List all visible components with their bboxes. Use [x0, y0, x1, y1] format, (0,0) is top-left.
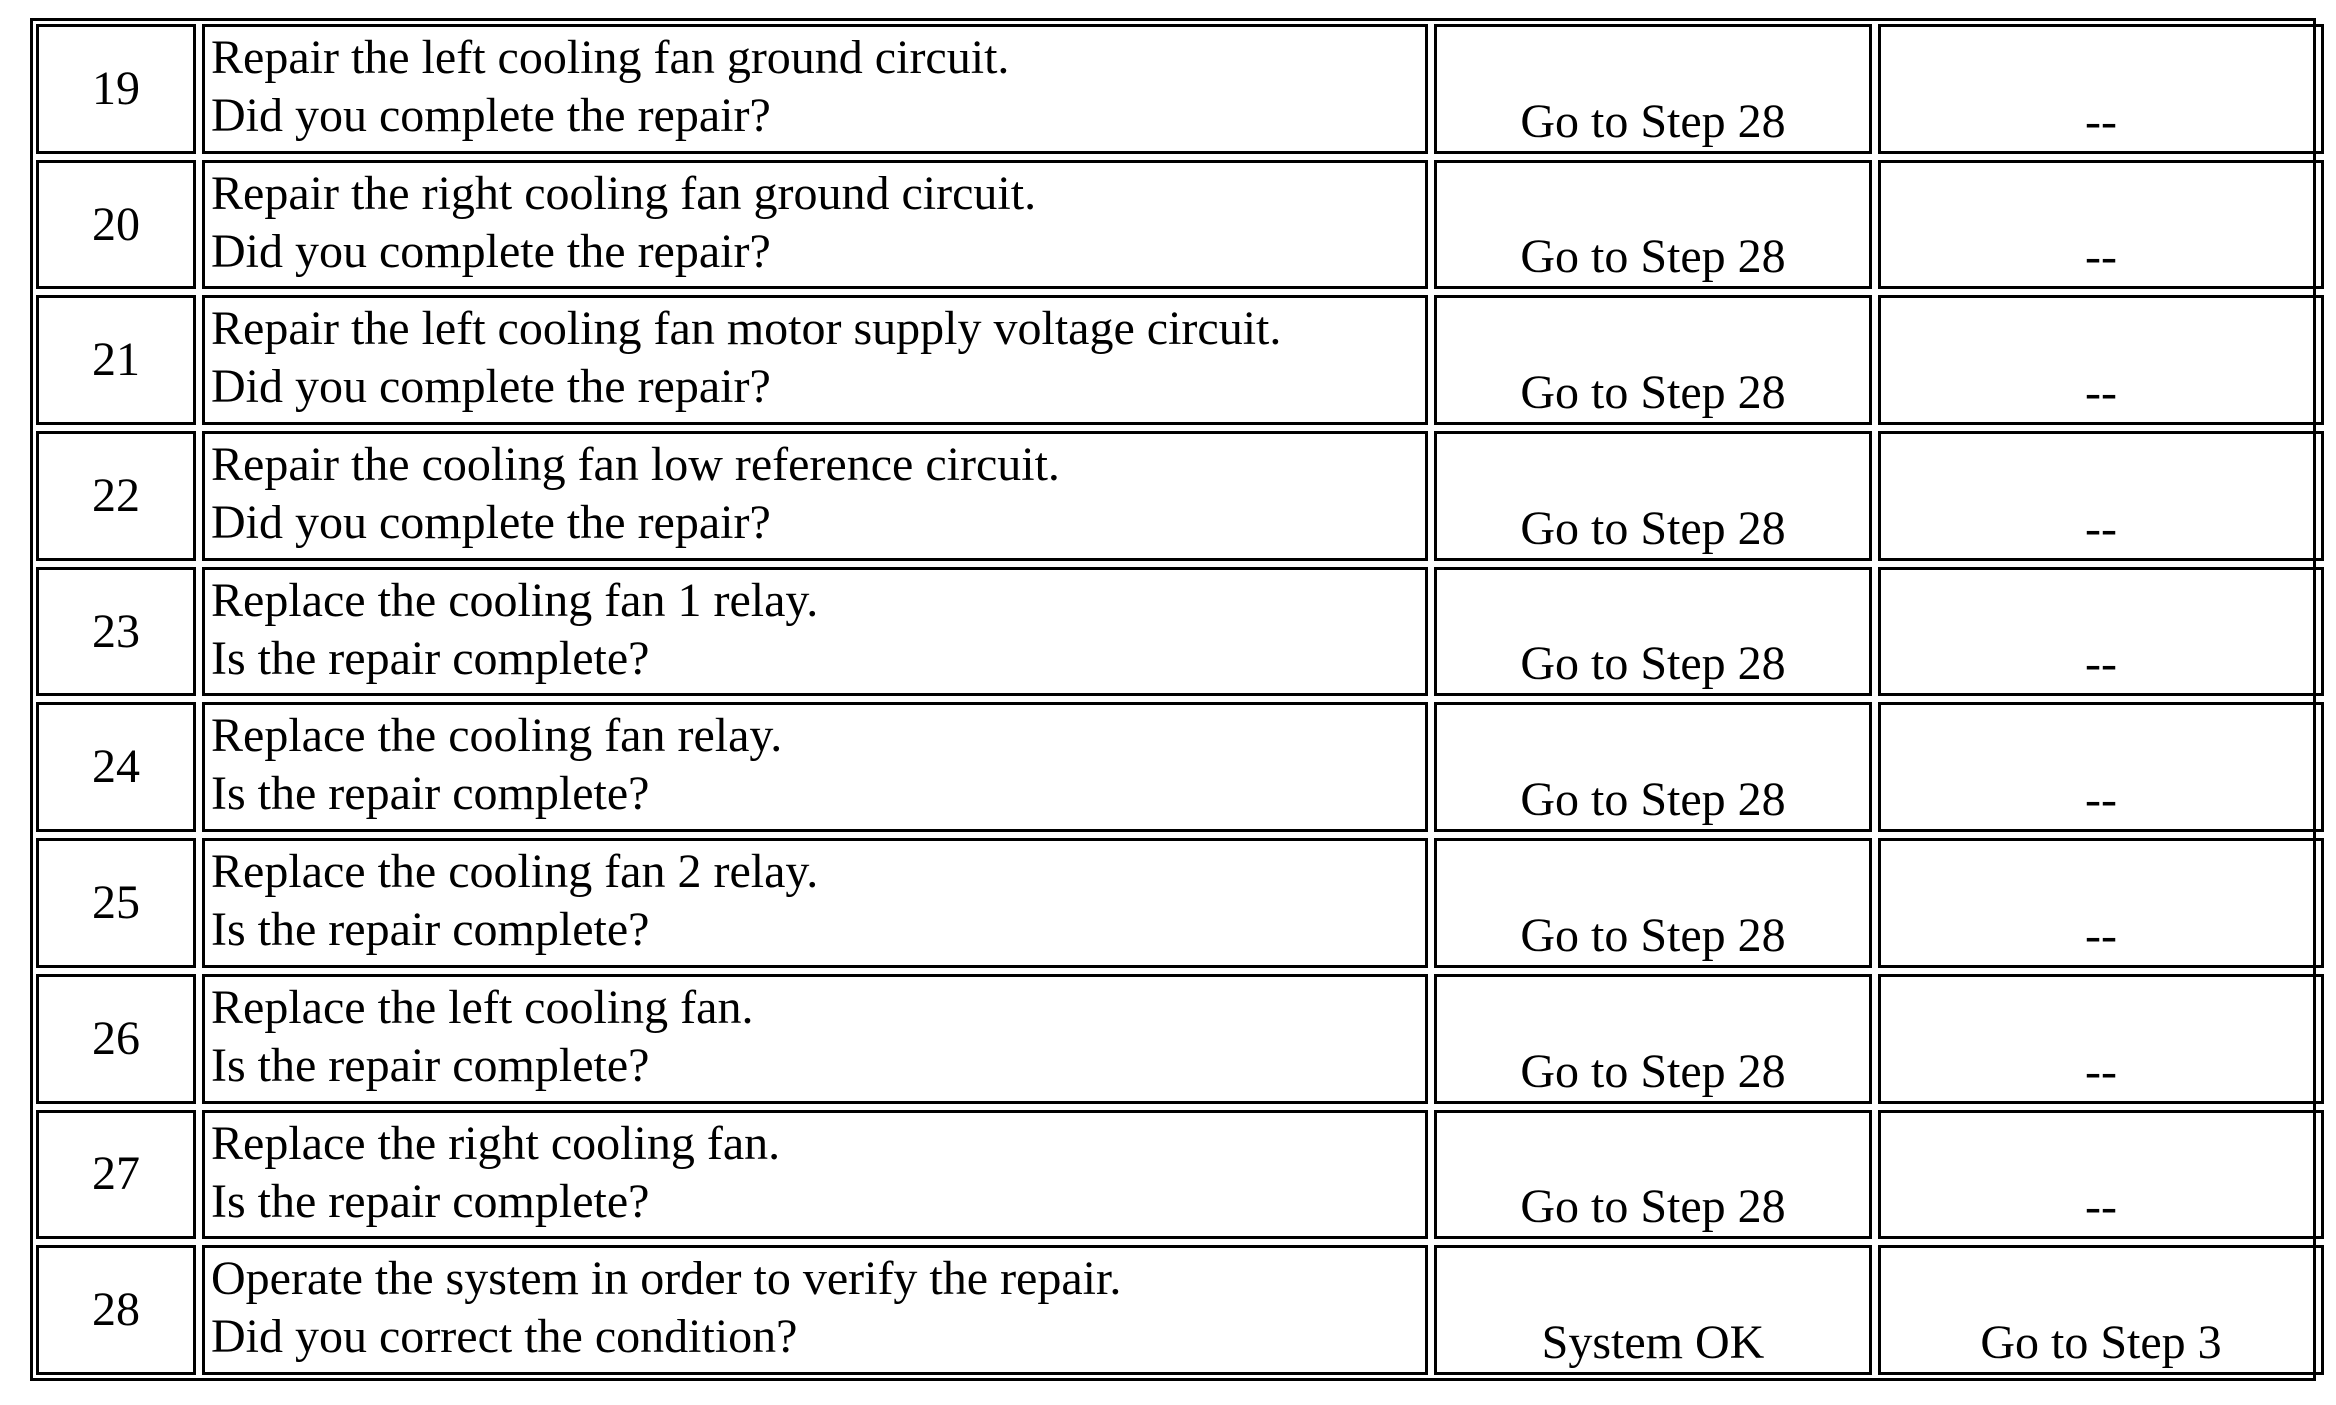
- table-row: [36, 160, 2324, 290]
- step-action-text: Replace the cooling fan 1 relay.: [211, 573, 819, 627]
- step-question-text: Is the repair complete?: [211, 631, 650, 685]
- step-action-text: Repair the right cooling fan ground circuit.: [211, 166, 1037, 220]
- yes-result: Go to Step 28: [1434, 702, 1872, 832]
- table-row: [36, 974, 2324, 1104]
- step-number: 28: [36, 1245, 196, 1375]
- yes-result: System OK: [1434, 1245, 1872, 1375]
- step-action-text: Replace the cooling fan relay.: [211, 709, 783, 763]
- step-number: 27: [36, 1110, 196, 1240]
- step-question-text: Is the repair complete?: [211, 903, 650, 957]
- step-action-cell: [202, 24, 1428, 154]
- yes-result: Go to Step 28: [1434, 567, 1872, 697]
- step-number: 26: [36, 974, 196, 1104]
- table-row: [36, 24, 2324, 154]
- step-action-cell: [202, 1110, 1428, 1240]
- step-action-text: Operate the system in order to verify the repair.: [211, 1252, 1122, 1306]
- yes-result: Go to Step 28: [1434, 24, 1872, 154]
- no-result: Go to Step 3: [1878, 1245, 2324, 1375]
- no-result: --: [1878, 702, 2324, 832]
- step-question-text: Did you complete the repair?: [211, 89, 771, 142]
- step-action-text: Replace the right cooling fan.: [211, 1116, 781, 1170]
- no-result: --: [1878, 24, 2324, 154]
- step-question-text: Did you complete the repair?: [211, 496, 771, 550]
- step-number: 22: [36, 431, 196, 561]
- no-result: --: [1878, 1110, 2324, 1240]
- step-action-cell: [202, 974, 1428, 1104]
- step-action-text: Repair the left cooling fan motor supply voltage circuit.: [211, 302, 1282, 356]
- step-question-text: Is the repair complete?: [211, 1174, 650, 1228]
- no-result: --: [1878, 160, 2324, 290]
- table-row: [36, 567, 2324, 697]
- no-result: --: [1878, 974, 2324, 1104]
- table-row: [36, 838, 2324, 968]
- table-row: [36, 1110, 2324, 1240]
- yes-result: Go to Step 28: [1434, 974, 1872, 1104]
- step-action-text: Repair the cooling fan low reference circuit.: [211, 438, 1060, 492]
- no-result: --: [1878, 431, 2324, 561]
- step-question-text: Did you correct the condition?: [211, 1310, 798, 1364]
- step-action-cell: [202, 702, 1428, 832]
- yes-result: Go to Step 28: [1434, 295, 1872, 425]
- step-number: 25: [36, 838, 196, 968]
- step-number: 23: [36, 567, 196, 697]
- table-row: [36, 1245, 2324, 1375]
- diagnostic-steps-table: [30, 18, 2330, 1381]
- step-action-text: Replace the left cooling fan.: [211, 980, 754, 1034]
- step-question-text: Did you complete the repair?: [211, 360, 771, 414]
- step-action-text: Repair the left cooling fan ground circuit.: [211, 31, 1010, 84]
- no-result: --: [1878, 567, 2324, 697]
- step-question-text: Did you complete the repair?: [211, 224, 771, 278]
- step-question-text: Is the repair complete?: [211, 767, 650, 821]
- yes-result: Go to Step 28: [1434, 160, 1872, 290]
- table-row: [36, 431, 2324, 561]
- step-action-cell: [202, 567, 1428, 697]
- step-number: 20: [36, 160, 196, 290]
- step-number: 19: [36, 24, 196, 154]
- step-action-cell: [202, 160, 1428, 290]
- yes-result: Go to Step 28: [1434, 838, 1872, 968]
- step-action-cell: [202, 1245, 1428, 1375]
- step-action-text: Replace the cooling fan 2 relay.: [211, 845, 819, 899]
- table-row: [36, 702, 2324, 832]
- diagnostic-steps-table-frame: [30, 18, 2316, 1381]
- no-result: --: [1878, 838, 2324, 968]
- yes-result: Go to Step 28: [1434, 431, 1872, 561]
- step-number: 21: [36, 295, 196, 425]
- step-action-cell: [202, 295, 1428, 425]
- step-action-cell: [202, 838, 1428, 968]
- table-row: [36, 295, 2324, 425]
- step-question-text: Is the repair complete?: [211, 1038, 650, 1092]
- step-action-cell: [202, 431, 1428, 561]
- step-number: 24: [36, 702, 196, 832]
- no-result: --: [1878, 295, 2324, 425]
- yes-result: Go to Step 28: [1434, 1110, 1872, 1240]
